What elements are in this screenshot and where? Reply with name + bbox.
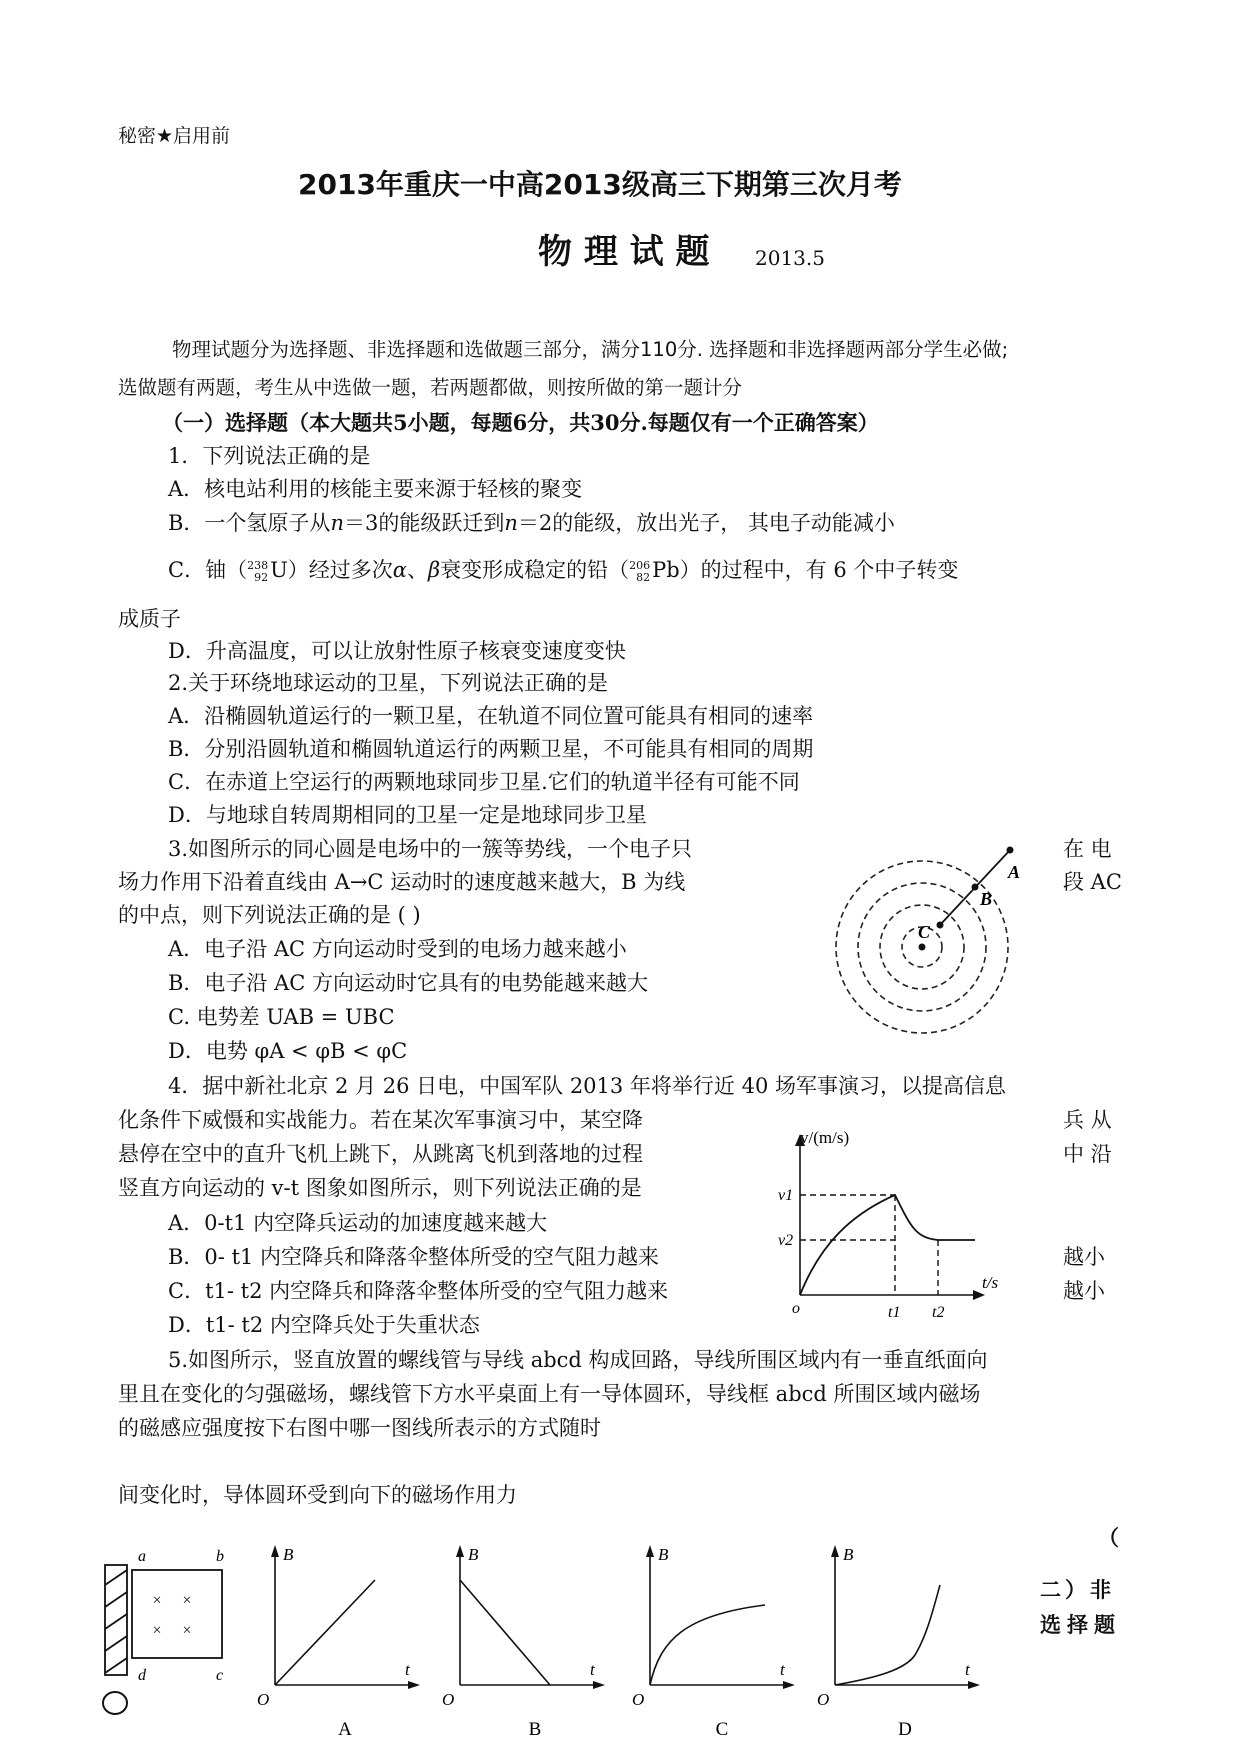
q5-line-3: 的磁感应强度按下右图中哪一图线所表示的方式随时 xyxy=(118,1416,601,1440)
circuit-label-b: b xyxy=(216,1548,224,1565)
q4-option-c: C．t1- t2 内空降兵和降落伞整体所受的空气阻力越来 xyxy=(168,1279,669,1303)
solenoid xyxy=(105,1565,127,1675)
svg-text:O: O xyxy=(257,1690,270,1709)
q5-line-1: 5.如图所示，竖直放置的螺线管与导线 abcd 构成回路，导线所围区域内有一垂直纸面向 xyxy=(168,1348,988,1372)
graph-v2: v2 xyxy=(778,1232,794,1249)
q4-line-1: 4．据中新社北京 2 月 26 日电，中国军队 2013 年将举行近 40 场军事演习，以提高信息 xyxy=(168,1074,1007,1098)
q1-option-c-continued: 成质子 xyxy=(118,607,181,631)
q4-option-c-tail: 越小 xyxy=(1063,1279,1105,1303)
section-2-heading-part2: 二）非 xyxy=(1040,1577,1115,1602)
label-b: B xyxy=(980,889,993,909)
q5-graph-a xyxy=(255,1540,425,1740)
graph-label-d: D xyxy=(898,1719,912,1740)
curve-c xyxy=(650,1605,765,1685)
svg-text:×: × xyxy=(182,1622,192,1639)
exam-title: 2013年重庆一中高2013级高三下期第三次月考 xyxy=(298,168,902,201)
velocity-curve xyxy=(800,1195,975,1295)
q2-option-c: C．在赤道上空运行的两颗地球同步卫星.它们的轨道半径有可能不同 xyxy=(168,770,800,794)
graph-ylabel: v/(m/s) xyxy=(800,1128,850,1147)
label-c: C xyxy=(918,922,931,942)
circuit-label-a: a xyxy=(138,1548,146,1565)
curve-d xyxy=(835,1585,940,1685)
circuit-label-c: c xyxy=(216,1667,224,1684)
subject-title: 物 理 试 题 xyxy=(538,232,710,272)
q4-line-2: 化条件下威慑和实战能力。若在某次军事演习中，某空降 xyxy=(118,1108,643,1132)
graph-t1: t1 xyxy=(888,1304,901,1321)
q4-option-b-tail: 越小 xyxy=(1063,1245,1105,1269)
q4-line-3-tail: 中 沿 xyxy=(1063,1142,1112,1166)
q3-option-c: C. 电势差 UAB = UBC xyxy=(168,1005,395,1029)
graph-t2: t2 xyxy=(932,1304,945,1321)
section-1-heading: （一）选择题（本大题共5小题，每题6分，共30分.每题仅有一个正确答案） xyxy=(162,410,879,435)
q5-line-2: 里且在变化的匀强磁场，螺线管下方水平桌面上有一导体圆环，导线框 abcd 所围区域内磁场 xyxy=(118,1382,981,1406)
svg-text:B: B xyxy=(468,1545,479,1564)
point-b xyxy=(972,884,979,891)
secret-label: 秘密★启用前 xyxy=(118,125,231,147)
svg-text:B: B xyxy=(843,1545,854,1564)
q4-option-b: B．0- t1 内空降兵和降落伞整体所受的空气阻力越来 xyxy=(168,1245,660,1269)
svg-text:×: × xyxy=(182,1592,192,1609)
q5-graph-c xyxy=(630,1540,800,1740)
svg-text:B: B xyxy=(658,1545,669,1564)
q3-option-d: D．电势 φA < φB < φC xyxy=(168,1039,408,1063)
q4-option-a: A．0-t1 内空降兵运动的加速度越来越大 xyxy=(168,1211,548,1235)
intro-line-1: 物理试题分为选择题、非选择题和选做题三部分，满分110分. 选择题和非选择题两部分学生必做; xyxy=(172,338,1009,361)
graph-xlabel: t/s xyxy=(982,1273,999,1292)
q1-option-d: D．升高温度，可以让放射性原子核衰变速度变快 xyxy=(168,639,626,663)
svg-text:t: t xyxy=(780,1660,785,1679)
q5-circuit-figure xyxy=(100,1545,240,1720)
q1-option-c: C．铀（ 238 92 U）经过多次α、β衰变形成稳定的铅（ 206 82 Pb）的过程中，有 6 个中子转变 xyxy=(168,558,959,584)
q2-option-a: A．沿椭圆轨道运行的一颗卫星，在轨道不同位置可能具有相同的速率 xyxy=(168,704,814,728)
section-2-heading-part3: 选择题 xyxy=(1040,1612,1121,1637)
q1-option-a: A．核电站利用的核能主要来源于轻核的聚变 xyxy=(168,477,583,501)
q4-line-3: 悬停在空中的直升飞机上跳下，从跳离飞机到落地的过程 xyxy=(118,1142,643,1166)
q5-graph-d xyxy=(815,1540,985,1740)
q4-line-4: 竖直方向运动的 v-t 图象如图所示，则下列说法正确的是 xyxy=(118,1176,642,1200)
q3-line-2-tail: 段 AC xyxy=(1063,870,1122,894)
q1-stem: 1．下列说法正确的是 xyxy=(168,444,371,468)
section-2-heading-part1: （ xyxy=(1098,1525,1119,1550)
graph-label-b: B xyxy=(528,1719,542,1740)
svg-text:t: t xyxy=(590,1660,595,1679)
point-a xyxy=(1007,847,1014,854)
graph-origin: o xyxy=(792,1300,800,1317)
q4-option-d: D．t1- t2 内空降兵处于失重状态 xyxy=(168,1313,480,1337)
q2-stem: 2.关于环绕地球运动的卫星，下列说法正确的是 xyxy=(168,671,609,695)
q3-line-2: 场力作用下沿着直线由 A→C 运动时的速度越来越大，B 为线 xyxy=(118,870,686,894)
q4-vt-graph xyxy=(780,1130,1010,1330)
conductor-ring xyxy=(103,1692,127,1714)
svg-text:O: O xyxy=(817,1690,830,1709)
intro-line-2: 选做题有两题，考生从中选做一题，若两题都做，则按所做的第一题计分 xyxy=(118,376,743,399)
q5-graph-b xyxy=(440,1540,610,1740)
q3-equipotential-figure xyxy=(830,840,1020,1040)
svg-text:t: t xyxy=(965,1660,970,1679)
svg-text:O: O xyxy=(632,1690,645,1709)
q5-line-4: 间变化时，导体圆环受到向下的磁场作用力 xyxy=(118,1483,517,1507)
curve-b xyxy=(460,1580,550,1685)
svg-text:×: × xyxy=(152,1592,162,1609)
q2-option-b: B．分别沿圆轨道和椭圆轨道运行的两颗卫星，不可能具有相同的周期 xyxy=(168,737,814,761)
svg-text:×: × xyxy=(152,1622,162,1639)
q3-line-1-tail: 在 电 xyxy=(1063,837,1112,861)
q3-option-b: B．电子沿 AC 方向运动时它具有的电势能越来越大 xyxy=(168,971,649,995)
label-a: A xyxy=(1008,862,1021,882)
graph-label-a: A xyxy=(338,1719,352,1740)
q3-option-a: A．电子沿 AC 方向运动时受到的电场力越来越小 xyxy=(168,937,627,961)
graph-label-c: C xyxy=(715,1719,729,1740)
svg-text:B: B xyxy=(283,1545,294,1564)
q3-line-3: 的中点，则下列说法正确的是 ( ) xyxy=(118,903,421,927)
svg-text:O: O xyxy=(442,1690,455,1709)
svg-text:t: t xyxy=(405,1660,410,1679)
curve-a xyxy=(275,1580,375,1685)
q3-line-1: 3.如图所示的同心圆是电场中的一簇等势线，一个电子只 xyxy=(168,837,693,861)
center-point xyxy=(919,944,926,951)
wire-frame-abcd xyxy=(132,1570,222,1658)
graph-v1: v1 xyxy=(778,1187,794,1204)
circuit-label-d: d xyxy=(138,1667,146,1684)
exam-date: 2013.5 xyxy=(755,246,825,270)
q1-option-b: B．一个氢原子从n＝3的能级跃迁到n＝2的能级，放出光子， 其电子动能减小 xyxy=(168,511,895,535)
q2-option-d: D．与地球自转周期相同的卫星一定是地球同步卫星 xyxy=(168,803,647,827)
point-c xyxy=(937,922,944,929)
q4-line-2-tail: 兵 从 xyxy=(1063,1108,1112,1132)
